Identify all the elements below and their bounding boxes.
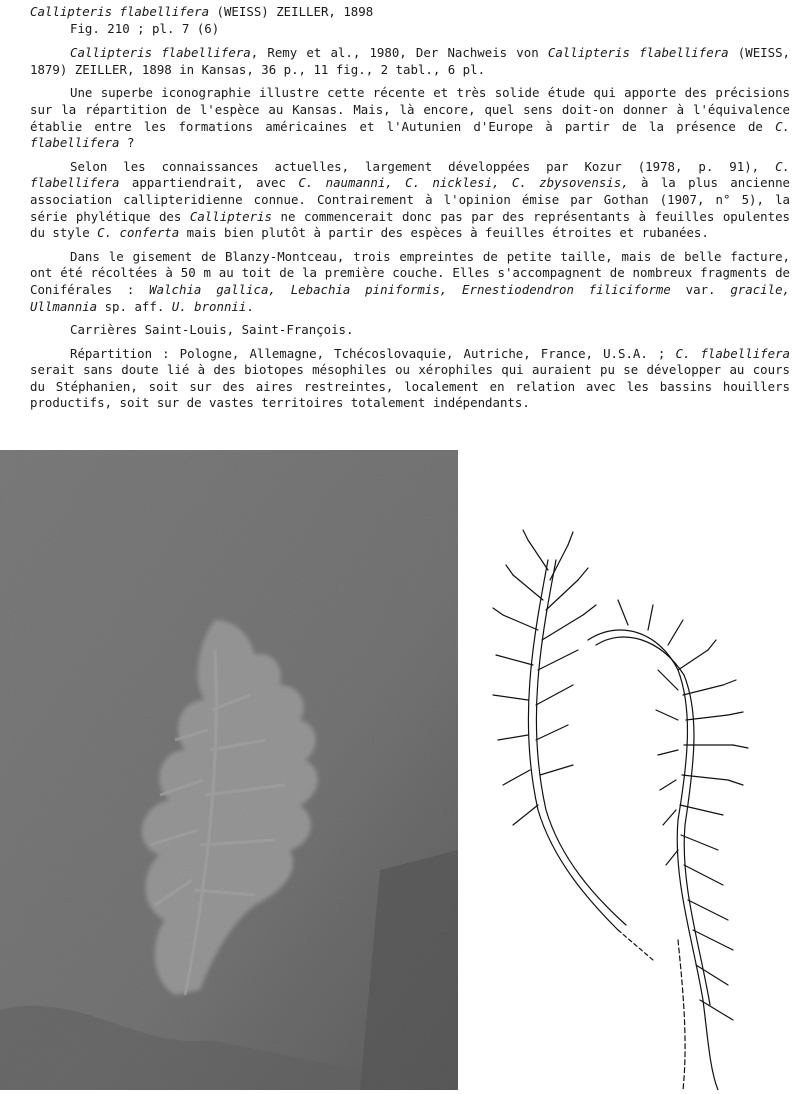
p1-species: C. flabellifera — [30, 118, 790, 151]
p2-genus: Callipteris — [189, 208, 272, 224]
paragraph-4: Carrières Saint-Louis, Saint-François. — [70, 322, 354, 338]
p2-text-4: ne commencerait donc pas par des représentants à feuilles opulentes du style — [30, 208, 790, 241]
p2-text-2: appartiendrait, avec — [119, 175, 299, 191]
ref-species: Callipteris flabellifera — [70, 45, 251, 61]
species-heading — [30, 4, 790, 21]
ref-text: , Remy et al., 1980, Der Nachweis von — [250, 45, 548, 61]
right-rachis — [588, 630, 718, 1090]
p1-text: Une superbe iconographie illustre cette récente et très solide étude qui apporte des précisions sur la répartition de l'espèce au Kansas. Mais, là encore, quel sens doit-on donner à l'équivalence établie entre les formations américaines et l'Autunien d'Europe à partir de la présence de — [30, 85, 790, 134]
fossil-photo-image — [0, 450, 458, 1090]
paragraph-1 — [30, 85, 790, 151]
frond-line-drawing — [478, 520, 800, 1090]
fossil-photograph — [0, 450, 458, 1090]
species-name: Callipteris flabellifera — [30, 4, 210, 19]
p3-text: Dans le gisement de Blanzy-Montceau, trois empreintes de petite taille, mais de belle facture, ont été récoltées à 50 m au toit de la première couche. Elles s'accompagnent de nombreux fragments de Coniférales : — [30, 248, 790, 297]
p2-text: Selon les connaissances actuelles, largement développées par Kozur (1978, p. 91), — [70, 158, 776, 174]
p5-text: Répartition : Pologne, Allemagne, Tchécoslovaquie, Autriche, France, U.S.A. ; — [70, 345, 676, 361]
p2-text-3: à la plus ancienne association callipteridienne connue. Contrairement à l'opinion émise par Gothan (1907, n° 5), la série phylétique des — [30, 175, 790, 224]
p5-species: C. flabellifera — [675, 345, 790, 361]
paragraph-2 — [30, 159, 790, 242]
page-text — [30, 4, 790, 419]
p2-species: C. flabellifera — [30, 158, 790, 191]
p3-text-2: var. — [670, 281, 731, 297]
p3-species-3: U. bronnii — [171, 298, 247, 314]
ref-species-2: Callipteris flabellifera — [547, 45, 729, 61]
p3-species-2: gracile, Ullmannia — [30, 281, 791, 314]
ref-text-2: (WEISS, 1879) ZEILLER, 1898 in Kansas, 36 p., 11 fig., 2 tabl., 6 pl. — [30, 45, 790, 77]
paragraph-5 — [30, 346, 790, 412]
paragraph-3 — [30, 249, 790, 315]
p5-text-2: serait sans doute lié à des biotopes mésophiles ou xérophiles qui auraient pu se développer au cours du Stéphanien, soit sur des aires restreintes, localement en relation avec les bassins houillers productifs, soit sur de vastes territoires totalement indépendants. — [30, 362, 790, 411]
left-rachis — [528, 560, 618, 930]
p2-species-2: C. conferta — [97, 225, 180, 241]
figure-reference: Fig. 210 ; pl. 7 (6) — [70, 20, 220, 36]
p2-species-list: C. naumanni, C. nicklesi, C. zbysovensis, — [298, 175, 629, 191]
bibliographic-reference — [30, 45, 790, 78]
p3-end: . — [246, 298, 254, 314]
frond-drawing-svg — [478, 520, 800, 1090]
p3-species: Walchia gallica, Lebachia piniformis, Ernestiodendron filiciforme — [149, 281, 671, 297]
p2-text-5: mais bien plutôt à partir des espèces à feuilles étroites et rubanées. — [179, 225, 709, 241]
p3-text-3: sp. aff. — [97, 298, 172, 314]
p1-end: ? — [119, 135, 135, 151]
species-authority: (WEISS) ZEILLER, 1898 — [216, 4, 374, 19]
